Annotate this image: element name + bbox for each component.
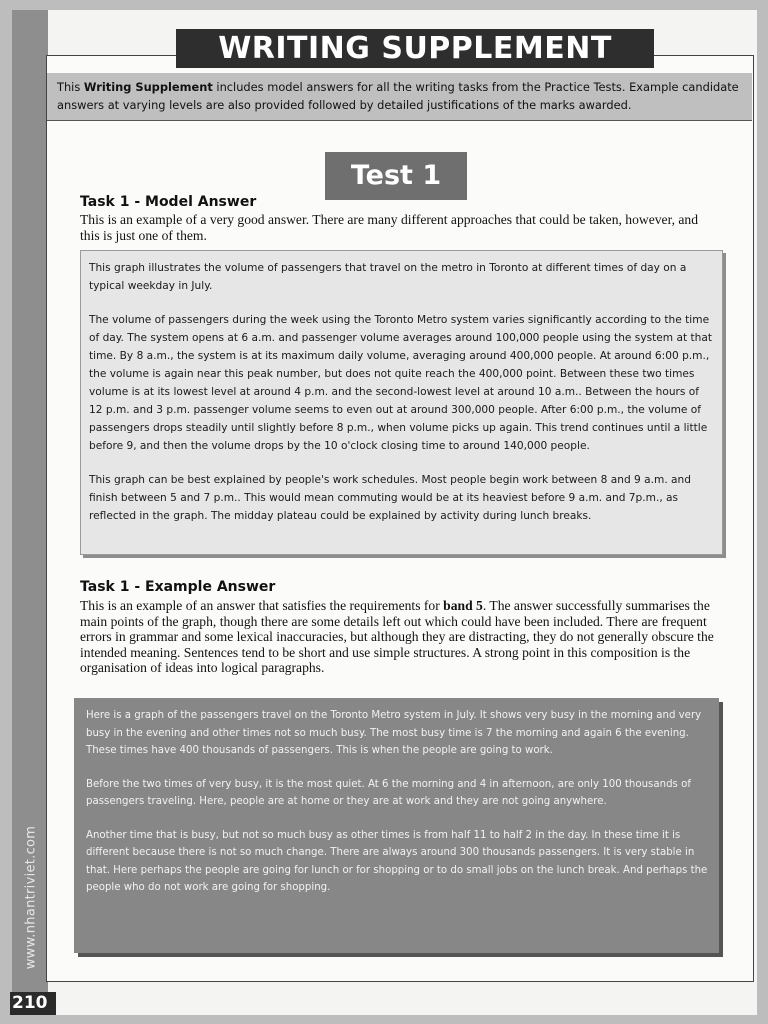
model-answer-box xyxy=(80,250,723,555)
example-paragraph: Here is a graph of the passengers travel on the Toronto Metro system in July. It shows very busy in the morning and very busy in the evening and other times not so much busy. The most busy time is 7 the morning and again 6 the evening. These times have 400 thousands of passengers. This is when the people are going to work. xyxy=(86,710,702,756)
example-answer-box xyxy=(74,698,719,953)
page-title: WRITING SUPPLEMENT xyxy=(176,29,654,68)
example-desc-rest: . The answer successfully summarises the main points of the graph, though there are some details left out which could have been included. There are frequent errors in grammar and some lexical inaccuracies, but although they are distracting, they do not generally obscure the intended meaning. Sentences tend to be short and use simple structures. A strong point in this composition is the organisation of ideas into logical paragraphs. xyxy=(80,598,714,676)
website-url: www.nhantriviet.com xyxy=(23,825,39,970)
model-answer-description: This is an example of a very good answer. There are many different approaches that could be taken, however, and this is just one of them. xyxy=(80,212,698,243)
example-paragraph: Another time that is busy, but not so much busy as other times is from half 11 to half 2 in the day. In these time it is different because there is not so much change. There are always around 300 thousands passengers. It is very stable in that. Here perhaps the people are going for lunch or for shopping or to do small jobs on the lunch break. And perhaps the people who do not work are going for shopping. xyxy=(86,829,708,893)
example-answer-heading: Task 1 - Example Answer xyxy=(80,579,276,595)
sidebar xyxy=(12,10,48,1015)
intro-rest: includes model answers for all the writing tasks from the Practice Tests. Example candidate answers at varying levels are also provided followed by detailed justifications of the marks awarded. xyxy=(57,80,739,112)
band-label: band 5 xyxy=(443,598,483,613)
model-paragraph: The volume of passengers during the week using the Toronto Metro system varies significantly according to the time of day. The system opens at 6 a.m. and passenger volume averages around 100,000 people using the system at that time. By 8 a.m., the system is at its maximum daily volume, averaging around 400,000 people. At around 6:00 p.m., the volume is again near this peak number, but does not quite reach the 400,000 point. Between these two times volume is at its lowest level at around 4 p.m. and the second-lowest level at around 10 a.m.. Between the hours of 12 p.m. and 3 p.m. passenger volume seems to even out at around 300,000 people. After 6:00 p.m., the volume of passengers drops steadily until slightly before 8 p.m., when volume picks up again. This trend continues until a little before 9, and then the volume drops by the 10 o'clock closing time to around 140,000 people. xyxy=(89,314,712,452)
intro-banner xyxy=(47,73,752,121)
example-paragraph: Before the two times of very busy, it is the most quiet. At 6 the morning and 4 in afternoon, are only 100 thousands of passengers traveling. Here, people are at home or they are at work and they are not going anywhere. xyxy=(86,778,691,807)
intro-bold: Writing Supplement xyxy=(83,80,213,94)
model-paragraph: This graph can be best explained by people's work schedules. Most people begin work between 8 and 9 a.m. and finish between 5 and 7 p.m.. This would mean commuting would be at its heaviest before 9 a.m. and 7p.m., as reflected in the graph. The midday plateau could be explained by activity during lunch breaks. xyxy=(89,474,691,522)
model-paragraph: This graph illustrates the volume of passengers that travel on the metro in Toronto at different times of day on a typical weekday in July. xyxy=(89,262,687,292)
example-desc-prefix: This is an example of an answer that satisfies the requirements for xyxy=(80,598,444,613)
example-answer-description xyxy=(80,598,720,676)
model-answer-heading: Task 1 - Model Answer xyxy=(80,194,257,210)
page-number: 210 xyxy=(10,992,56,1015)
test-badge: Test 1 xyxy=(325,152,467,200)
intro-prefix: This xyxy=(57,80,84,94)
